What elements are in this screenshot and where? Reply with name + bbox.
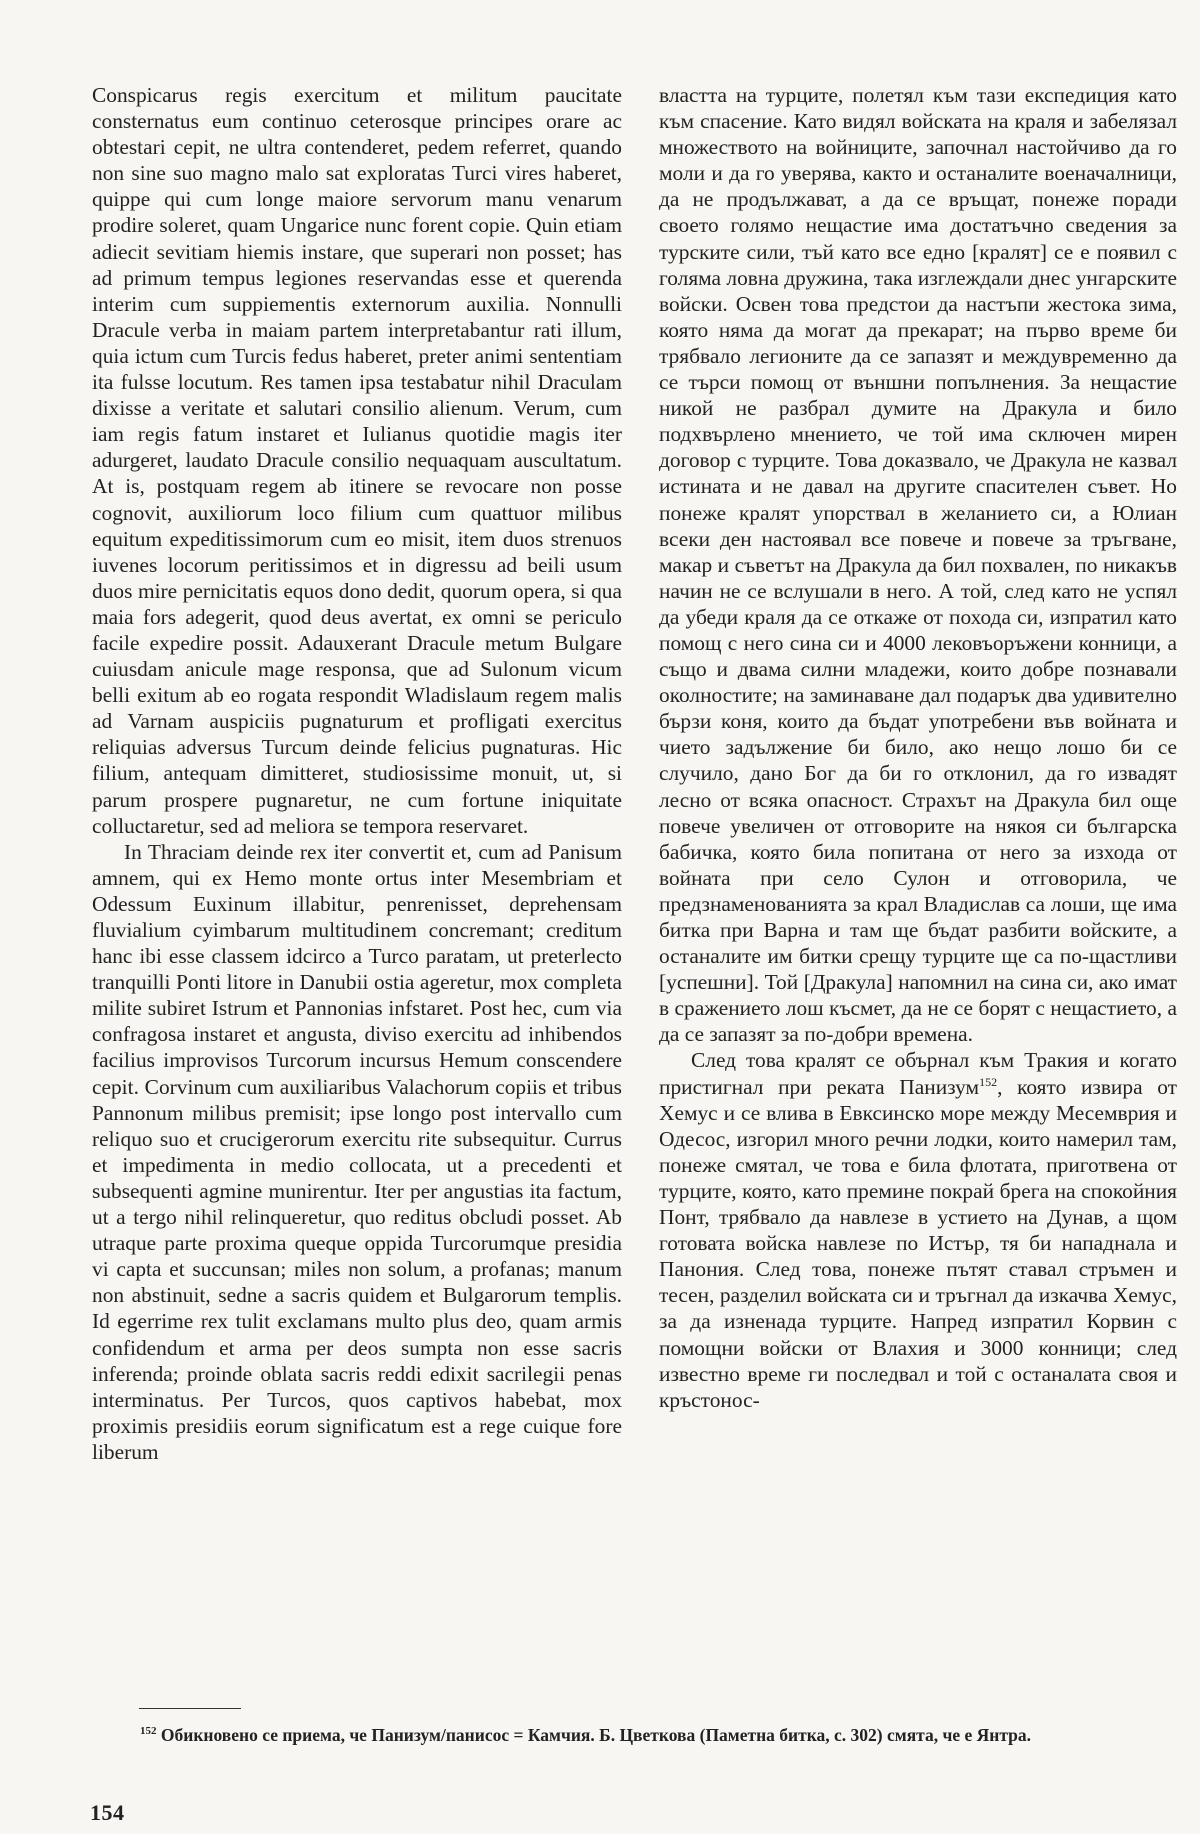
footnote-divider — [139, 1708, 241, 1709]
footnote-text: Обикновено се приема, че Панизум/панисос = Камчия. Б. Цветкова (Паметна битка, с. 302) смята, че е Янтра. — [160, 1725, 1032, 1745]
page-number: 154 — [90, 1800, 125, 1825]
latin-text-column — [92, 82, 622, 1465]
bulgarian-paragraph — [659, 1047, 1177, 1412]
bulgarian-paragraph: властта на турците, полетял към тази експедиция като към спасение. Като видял войската на краля и забелязал множеството на войниците, започнал настойчиво да го моли и да го уверява, както и останалите военачалници, да не продължават, а да се връщат, понеже поради своето голямо нещастие има достатъчно сведения за турските сили, тъй като все едно [кралят] се е появил с голяма ловна дружина, така изглеждали днес унгарските войски. Освен това предстои да настъпи жестока зима, която няма да могат да прекарат; на първо време би трябвало легионите да се запазят и междувременно да се търси помощ от външни попълнения. За нещастие никой не разбрал думите на Дракула и било подхвърлено мнението, че той има сключен мирен договор с турците. Това доказвало, че Дракула не казвал истината и не давал на другите спасителен съвет. Но понеже кралят упорствал в желанието си, а Юлиан всеки ден настоявал все повече и повече за тръгване, макар и съветът на Дракула да бил похвален, по никакъв начин не се вслушали в него. А той, след като не успял да убеди краля да се откаже от похода си, изпратил като помощ с него сина си и 4000 лековъоръжени конници, а също и двама силни младежи, които добре познавали околностите; на заминаване дал подарък два удивително бързи коня, които да бъдат употребени във войната и чието задължение би било, ако нещо лошо би се случило, дано Бог да би го отклонил, да го извадят лесно от всяка опасност. Страхът на Дракула бил още повече увеличен от отговорите на някоя си българска бабичка, която била попитана от него за изхода от войната при село Сулон и отговорила, че предзнаменованията за крал Владислав са лоши, ще има битка при Варна и там ще бъдат разбити войските, а останалите им битки срещу турците ще са по-щастливи [успешни]. Той [Дракула] напомнил на сина си, ако имат в сражението лош късмет, да не се борят с нещастието, а да се запазят за по-добри времена. — [659, 83, 1177, 1047]
footnote-number: 152 — [140, 1725, 157, 1738]
bulgarian-text-column — [659, 82, 1177, 1413]
latin-paragraph: Conspicarus regis exercitum et militum paucitate consternatus eum continuo ceterosque principes orare ac obtestari cepit, ne ultra contenderet, pedem referret, quando non sine suo magno malo sat exploratas Turci vires haberet, quippe qui cum longe maiore servorum manu venarum prodire soleret, quam Ungarice nunc forent copie. Quin etiam adiecit sevitiam hiemis instare, que superari non posset; has ad primum tempus legiones reservandas esse et querenda interim cum suppiementis externorum auxilia. Nonnulli Dracule verba in maiam partem interpretabantur rati illum, quia ictum cum Turcis fedus haberet, preter animi sententiam ita fulsse locutum. Res tamen ipsa testabatur nihil Draculam dixisse a veritate et salutari consilio alienum. Verum, cum iam regis fatum instaret et Iulianus quotidie magis iter adurgeret, laudato Dracule consilio nequaquam auscultatum. At is, postquam regem ab itinere se revocare non posse cognovit, auxiliorum loco filium cum quattuor milibus equitum expeditissimorum cum eo misit, item duos strenuos iuvenes locorum peritissimos et in digressu ad beili usum duos mire pernicitatis equos dono dedit, quorum opera, si qua maia fors adegerit, quod deus avertat, ex omni se periculo facile expedire possit. Adauxerant Dracule metum Bulgare cuiusdam anicule mage responsa, que ad Sulonum vicum belli exitum ab eo rogata respondit Wladislaum regem malis ad Varnam auspiciis pugnaturum et profligati exercitus reliquias adversus Turcum deinde felicius pugnaturas. Hic filium, antequam dimitteret, studiosissime monuit, ut, si parum prospere pugnaretur, ne cum fortune iniquitate colluctaretur, sed ad meliora se tempora reservaret. — [92, 83, 622, 838]
paragraph-text: След това кралят се обърнал към Тракия и когато пристигнал при реката Панизум — [659, 1048, 1177, 1099]
paragraph-text: , която извира от Хемус и се влива в Евксинско море между Месемврия и Одесос, изгорил много речни лодки, които намерил там, понеже смятал, че това е била флотата, приготвена от турците, която, като премине покрай брега на спокойния Понт, трябвало да навлезе в устието на Дунав, а щом готовата войска навлезе по Истър, тя би нападнала и Панония. След това, понеже пътят ставал стръмен и тесен, разделил войската си и тръгнал да изкачва Хемус, за да изненада турците. Напред изпратил Корвин с помощни войски от Влахия и 3000 конници; след известно време ги последвал и той с останалата своя и кръстонос- — [659, 1074, 1177, 1412]
footnote — [92, 1720, 1177, 1751]
footnote-reference: 152 — [979, 1074, 998, 1089]
latin-paragraph: In Thraciam deinde rex iter convertit et, cum ad Panisum amnem, qui ex Hemo monte ortus inter Mesembriam et Odessum Euxinum illabitur, penrenisset, deprehensam fluvialium cyimbarum multitudinem concremant; creditum hanc ibi esse classem idcirco a Turco paratam, ut preterlecto tranquilli Ponti litore in Danubii ostia ageretur, mox completa milite subiret Istrum et Pannonias infstaret. Post hec, cum via confragosa instaret et angusta, diviso exercitu ad inhibendos facilius improvisos Turcorum incursus Hemum conscendere cepit. Corvinum cum auxiliaribus Valachorum copiis et tribus Pannonum milibus premisit; ipse longo post intervallo cum reliquo suo et crucigerorum exercitu rite subsequitur. Currus et impedimenta in medio collocata, ut a precedenti et subsequenti agmine munirentur. Iter per angustias ita factum, ut a tergo nihil relinqueretur, quo reditus obcludi posset. Ab utraque parte proxima queque oppida Turcorumque presidia vi capta et succunsan; miles non solum, a profanas; manum non abstinuit, sedne a sacris quidem et Bulgarorum templis. Id egerrime rex tulit exclamans multo plus deo, quam armis confidendum et arma per deos sumpta non esse sacris inferenda; proinde oblata sacris reddi edixit sacrilegii penas interminatus. Per Turcos, quos captivos habebat, mox proximis presidiis eorum significatum est a rege cuique fore liberum — [92, 839, 622, 1464]
